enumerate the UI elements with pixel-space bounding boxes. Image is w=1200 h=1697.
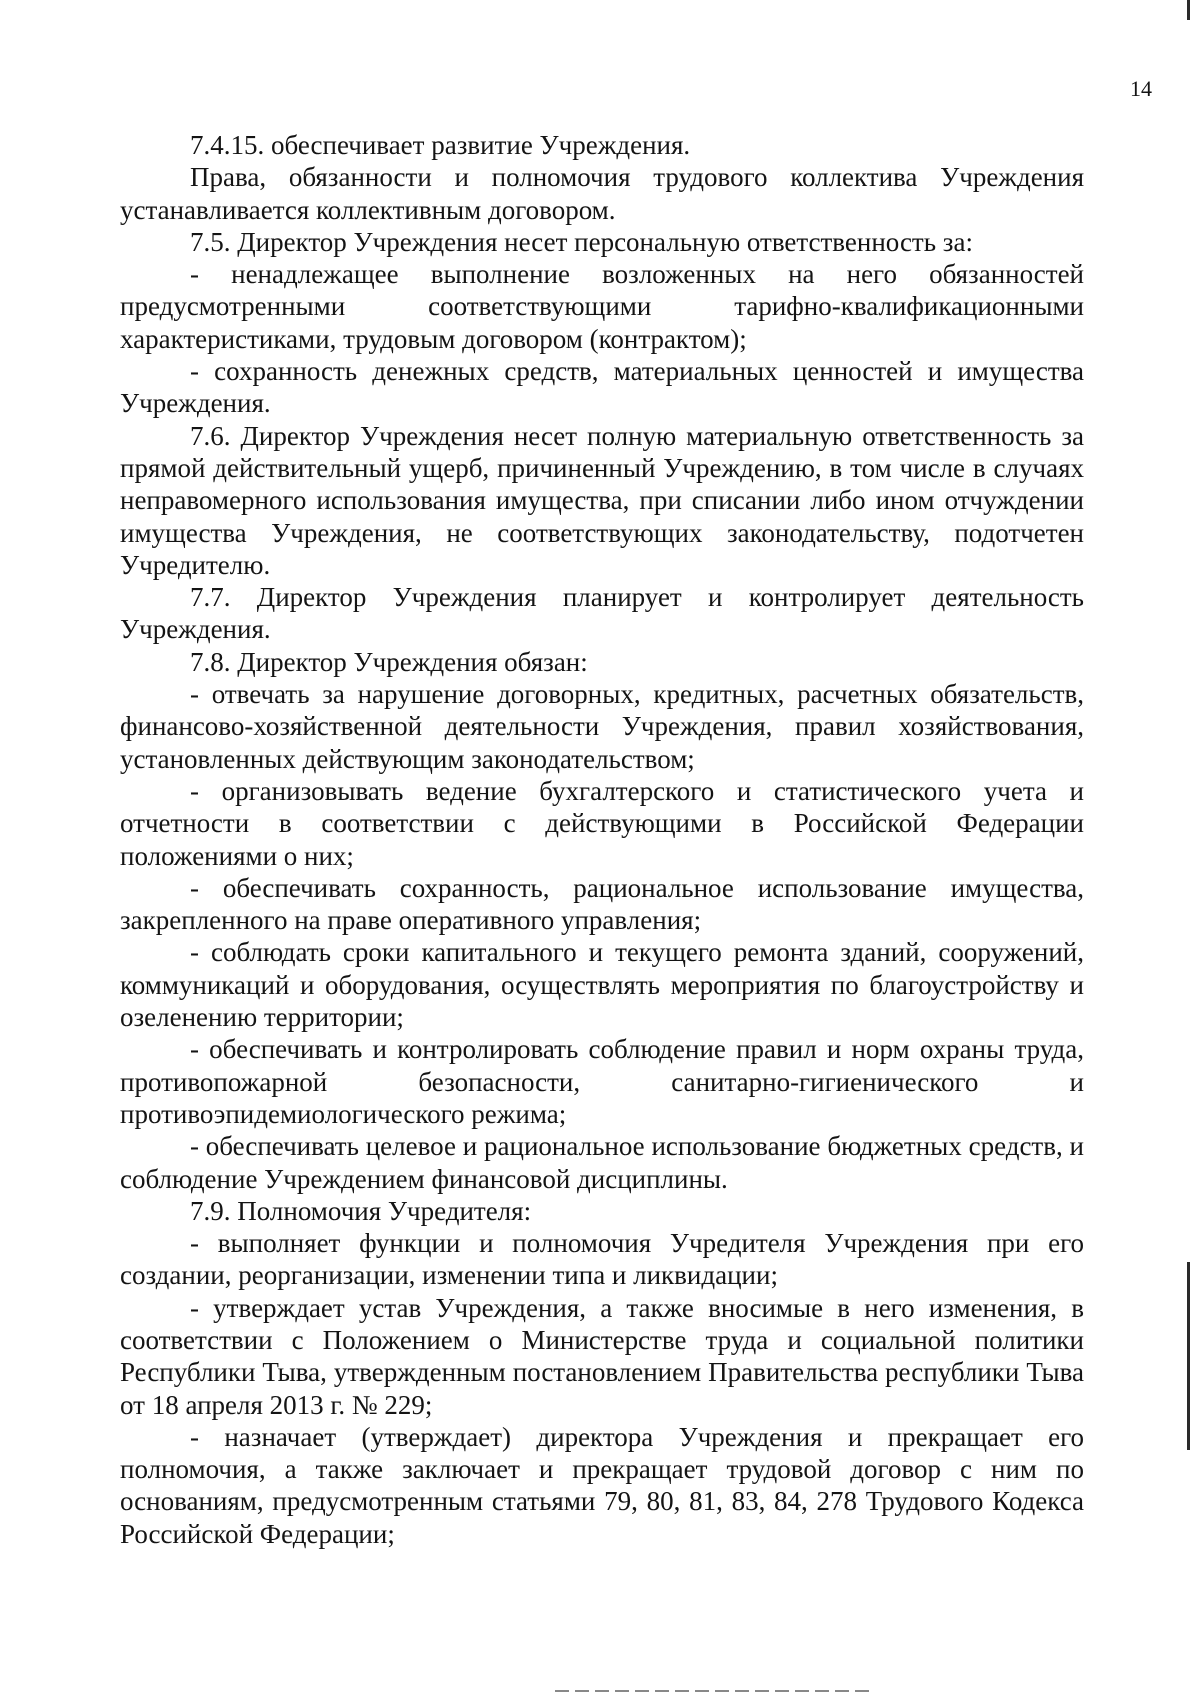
paragraph-7-8: 7.8. Директор Учреждения обязан:: [190, 646, 588, 677]
list-item: - соблюдать сроки капитального и текущего ремонта зданий, сооружений, коммуникаций и оборудования, осуществлять мероприятия по благоустройству и озеленению территории;: [120, 937, 1084, 1033]
list-item: - отвечать за нарушение договорных, кредитных, расчетных обязательств, финансово-хозяйственной деятельности Учреждения, правил хозяйствования, установленных действующим законодательством;: [120, 679, 1084, 774]
paragraph-7-9: 7.9. Полномочия Учредителя:: [190, 1195, 532, 1226]
list-item: - ненадлежащее выполнение возложенных на него обязанностей предусмотренными соответствующими тарифно-квалификационными характеристиками, трудовым договором (контрактом);: [120, 259, 1084, 354]
paragraph-7-7: 7.7. Директор Учреждения планирует и контролирует деятельность Учреждения.: [120, 582, 1084, 645]
list-item: - обеспечивать и контролировать соблюдение правил и норм охраны труда, противопожарной безопасности, санитарно-гигиенического и противоэпидемиологического режима;: [120, 1034, 1084, 1129]
paragraph-collective-rights: Права, обязанности и полномочия трудового коллектива Учреждения устанавливается коллективным договором.: [120, 162, 1084, 225]
list-item: - организовывать ведение бухгалтерского и статистического учета и отчетности в соответствии с действующими в Российской Федерации положениями о них;: [120, 775, 1084, 871]
paragraph-7-6: 7.6. Директор Учреждения несет полную материальную ответственность за прямой действительный ущерб, причиненный Учреждению, в том числе в случаях неправомерного использования имущества, при списании либо ином отчуждении имущества Учреждения, не соответствующих законодательству, подотчетен Учредителю.: [120, 420, 1084, 580]
page-number: 14: [1130, 76, 1152, 101]
scan-bottom-line: [555, 1690, 875, 1692]
paragraph-7-5: 7.5. Директор Учреждения несет персональную ответственность за:: [190, 226, 973, 257]
document-body: [120, 129, 1084, 1550]
list-item: - сохранность денежных средств, материальных ценностей и имущества Учреждения.: [120, 356, 1084, 419]
list-item: - обеспечивать сохранность, рациональное использование имущества, закрепленного на праве оперативного управления;: [120, 872, 1084, 936]
scan-edge-line: [1187, 1262, 1190, 1450]
list-item: - утверждает устав Учреждения, а также вносимые в него изменения, в соответствии с Положением о Министерстве труда и социальной политики Республики Тыва, утвержденным постановлением Правительства республики Тыва от 18 апреля 2013 г. № 229;: [120, 1292, 1084, 1420]
list-item: - назначает (утверждает) директора Учреждения и прекращает его полномочия, а также заключает и прекращает трудовой договор с ним по основаниям, предусмотренным статьями 79, 80, 81, 83, 84, 278 Трудового Кодекса Российской Федерации;: [120, 1421, 1084, 1549]
list-item: - обеспечивать целевое и рациональное использование бюджетных средств, и соблюдение Учреждением финансовой дисциплины.: [120, 1131, 1084, 1194]
list-item: - выполняет функции и полномочия Учредителя Учреждения при его создании, реорганизации, изменении типа и ликвидации;: [120, 1228, 1084, 1291]
paragraph-7-4-15: 7.4.15. обеспечивает развитие Учреждения.: [190, 130, 691, 160]
scan-edge-line: [1187, 0, 1190, 20]
